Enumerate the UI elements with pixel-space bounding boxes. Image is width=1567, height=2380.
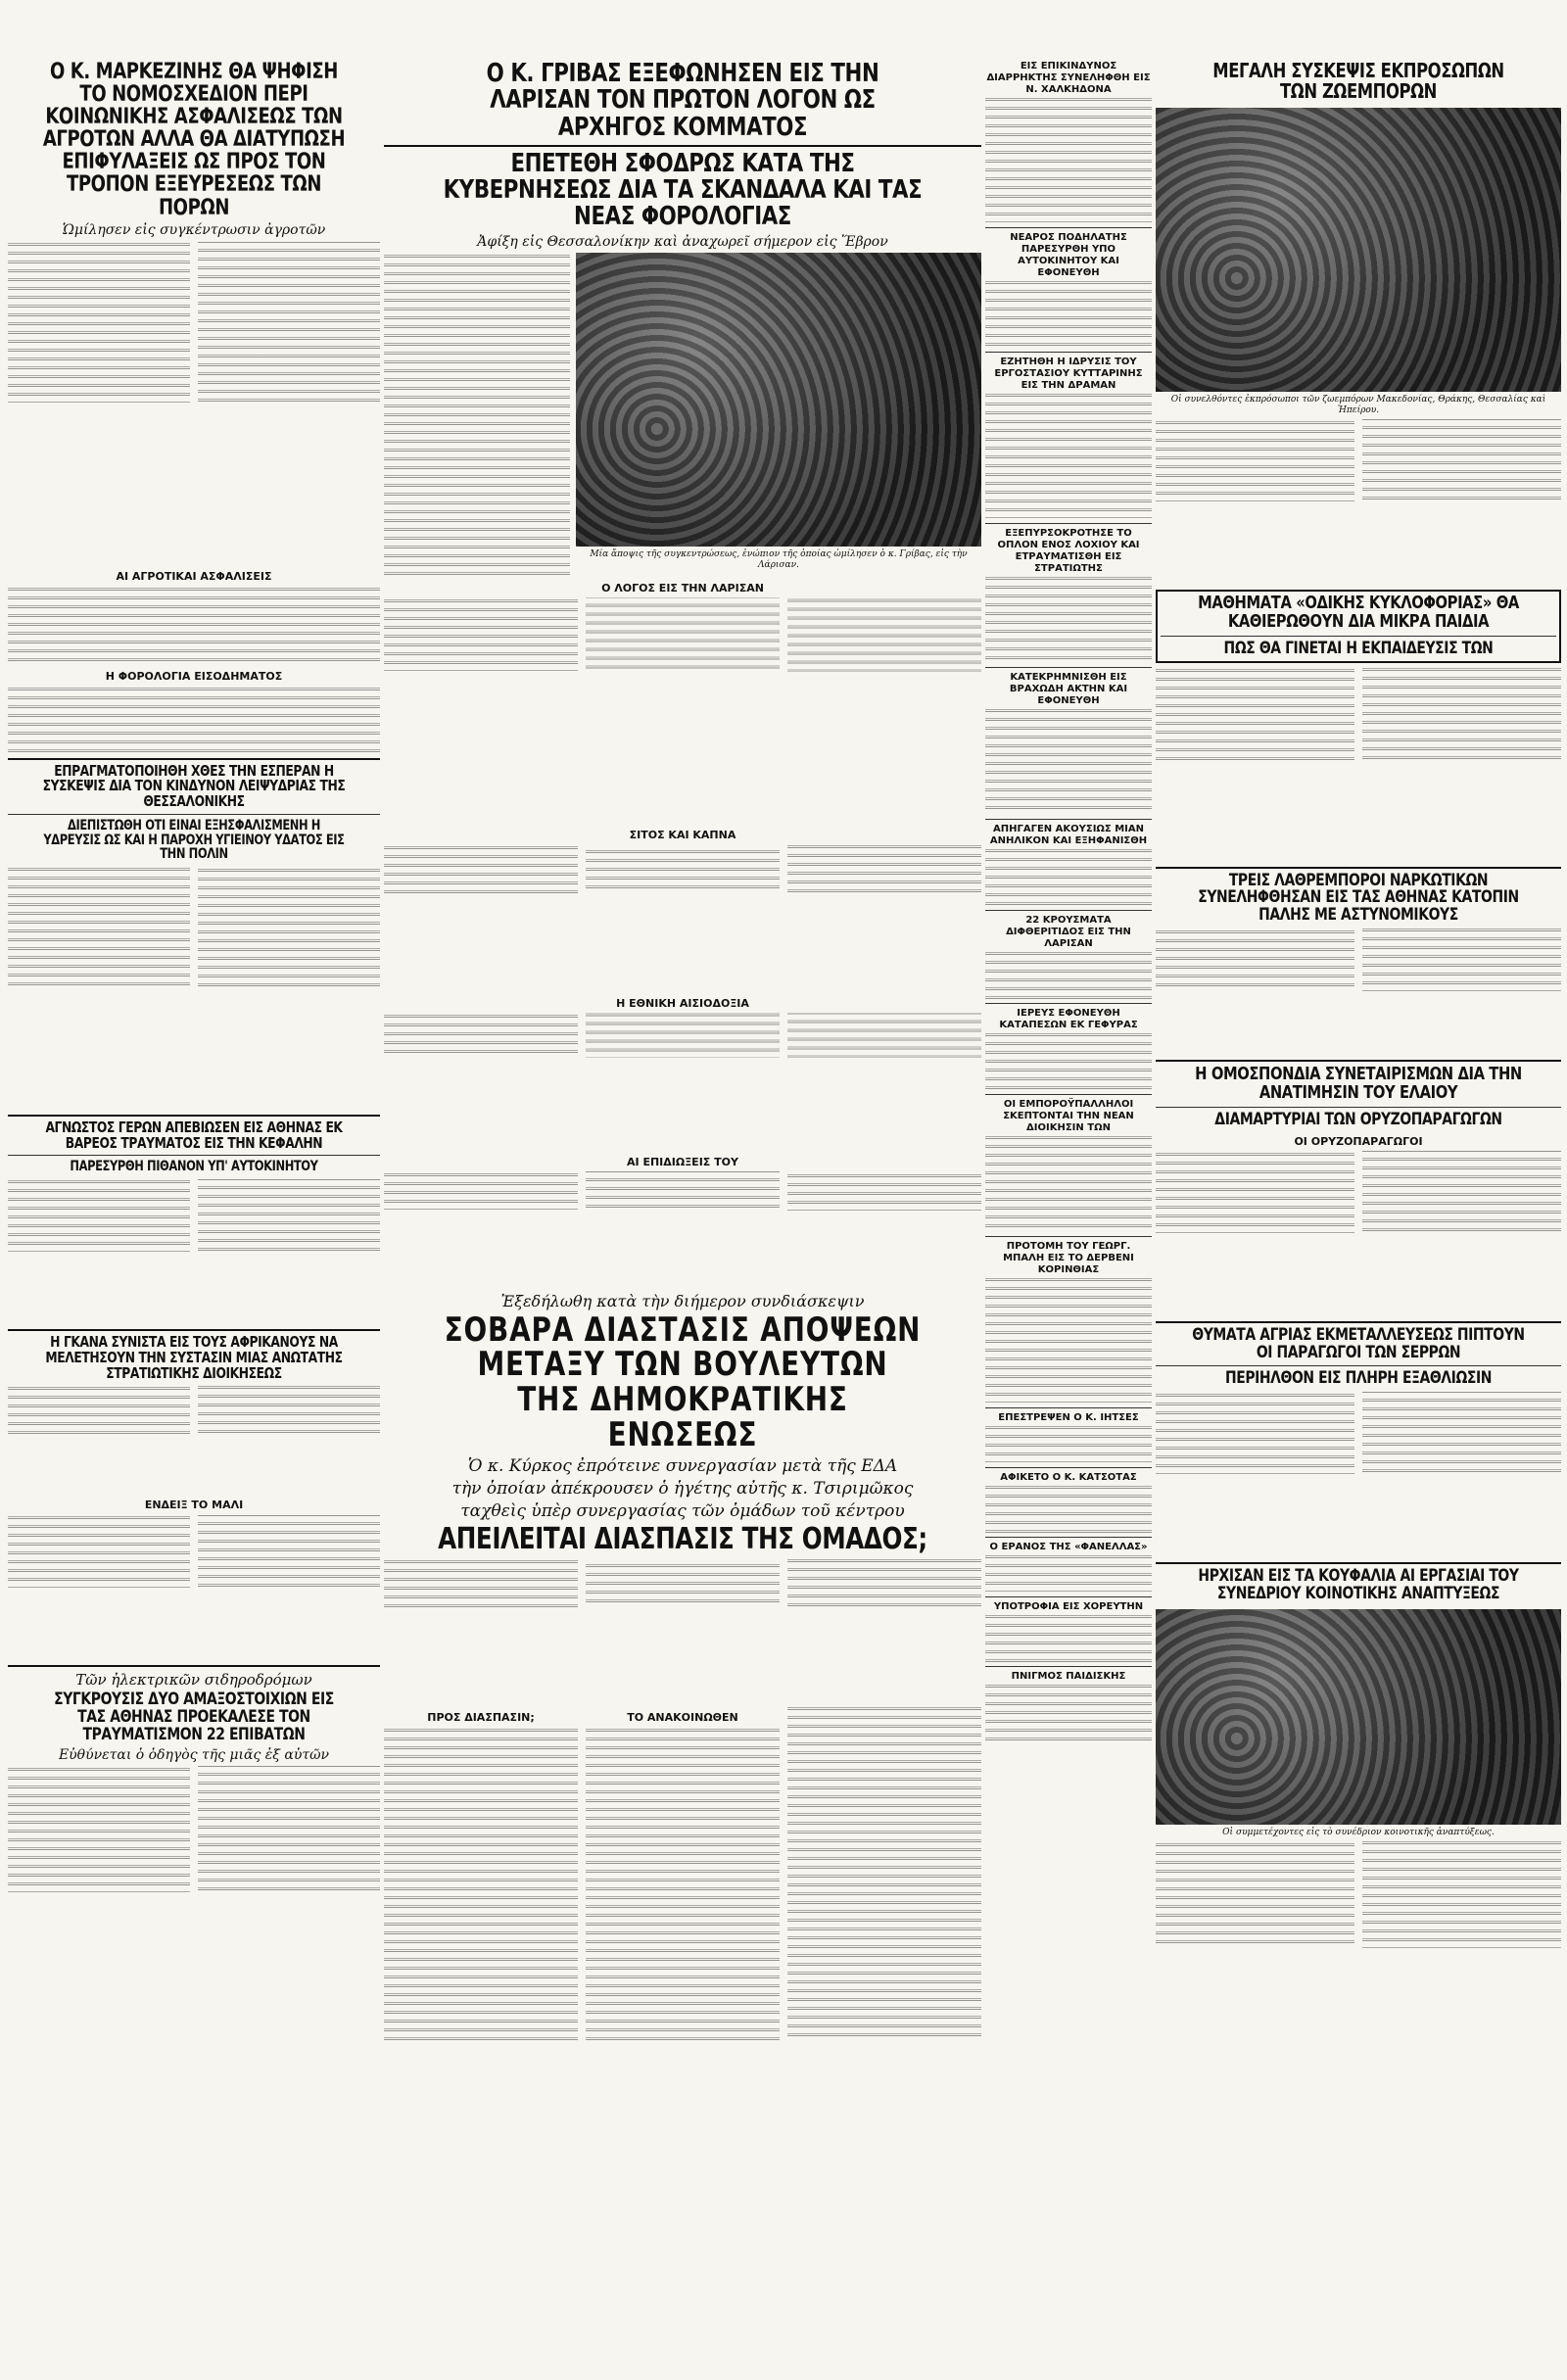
- brief-headline: ΝΕΑΡΟΣ ΠΟΔΗΛΑΤΗΣ ΠΑΡΕΣΥΡΘΗ ΥΠΟ ΑΥΤΟΚΙΝΗΤΟΥ ΚΑΙ ΕΦΟΝΕΥΘΗ: [1010, 232, 1127, 278]
- brief-body: [985, 392, 1152, 519]
- headline-elaiou: Η ΟΜΟΣΠΟΝΔΙΑ ΣΥΝΕΤΑΙΡΙΣΜΩΝ ΔΙΑ ΤΗΝ ΑΝΑΤΙΜΗΣΙΝ ΤΟΥ ΕΛΑΙΟΥ: [1195, 1064, 1522, 1104]
- headline-epetethi: ΕΠΕΤΕΘΗ ΣΦΟΔΡΩΣ ΚΑΤΑ ΤΗΣ ΚΥΒΕΡΝΗΣΕΩΣ ΔΙΑ ΤΑ ΣΚΑΝΔΑΛΑ ΚΑΙ ΤΑΣ ΝΕΑΣ ΦΟΡΟΛΟΓΙΑΣ: [443, 148, 923, 232]
- headline-narkotika: ΤΡΕΙΣ ΛΑΘΡΕΜΠΟΡΟΙ ΝΑΡΚΩΤΙΚΩΝ ΣΥΝΕΛΗΦΘΗΣΑΝ ΕΙΣ ΤΑΣ ΑΘΗΝΑΣ ΚΑΤΟΠΙΝ ΠΑΛΗΣ ΜΕ ΑΣΤΥΝΟΜΙΚΟΥΣ: [1198, 870, 1519, 926]
- brief-headline: ΚΑΤΕΚΡΗΜΝΙΣΘΗ ΕΙΣ ΒΡΑΧΩΔΗ ΑΚΤΗΝ ΚΑΙ ΕΦΟΝΕΥΘΗ: [1009, 672, 1128, 706]
- brief-body: [985, 707, 1152, 815]
- subhead-serron: ΠΕΡΙΗΛΘΟΝ ΕΙΣ ΠΛΗΡΗ ΕΞΑΘΛΙΩΣΙΝ: [1224, 1368, 1493, 1389]
- article-body: [8, 866, 380, 1111]
- subhead-odiki: ΠΩΣ ΘΑ ΓΙΝΕΤΑΙ Η ΕΚΠΑΙΔΕΥΣΙΣ ΤΩΝ: [1223, 638, 1494, 658]
- article-body: [384, 1171, 981, 1289]
- deck-kyrkos: Ὁ κ. Κύρκος ἐπρότεινε συνεργασίαν μετὰ τῆς ΕΔΑ: [467, 1455, 898, 1476]
- subhead-sygkrousis: Εὐθύνεται ὁ ὁδηγὸς τῆς μιᾶς ἐξ αὐτῶν: [58, 1746, 330, 1763]
- article-body: [8, 686, 380, 754]
- headline-dimokratikis: ΤΗΣ ΔΗΜΟΚΡΑΤΙΚΗΣ ΕΝΩΣΕΩΣ: [517, 1380, 848, 1454]
- brief-headline: ΕΞΕΠΥΡΣΟΚΡΟΤΗΣΕ ΤΟ ΟΠΛΟΝ ΕΝΟΣ ΛΟΧΙΟΥ ΚΑΙ ΕΤΡΑΥΜΑΤΙΣΘΗ ΕΙΣ ΣΤΡΑΤΙΩΤΗΣ: [997, 528, 1140, 574]
- headline-leipsydria: ΕΠΡΑΓΜΑΤΟΠΟΙΗΘΗ ΧΘΕΣ ΤΗΝ ΕΣΠΕΡΑΝ Η ΣΥΣΚΕΨΙΣ ΔΙΑ ΤΟΝ ΚΙΝΔΥΝΟΝ ΛΕΙΨΥΔΡΙΑΣ ΤΗΣ ΘΕΣΣΑΛΟΝΙΚΗΣ: [42, 761, 346, 811]
- article-body: [8, 1514, 380, 1661]
- brief-body: [985, 575, 1152, 663]
- brief-headline: ΑΠΗΓΑΓΕΝ ΑΚΟΥΣΙΩΣ ΜΙΑΝ ΑΝΗΛΙΚΟΝ ΚΑΙ ΕΞΗΦΑΝΙΣΘΗ: [989, 824, 1148, 846]
- section-anakoinothen: ΤΟ ΑΝΑΚΟΙΝΩΘΕΝ: [627, 1711, 738, 1725]
- article-body: [384, 844, 981, 991]
- section-oryzo: ΟΙ ΟΡΥΖΟΠΑΡΑΓΩΓΟΙ: [1294, 1134, 1423, 1148]
- brief-body: [985, 1031, 1152, 1090]
- article-body: [1156, 419, 1561, 586]
- article-body: [384, 1558, 981, 1705]
- brief-body: [985, 1484, 1152, 1533]
- brief-headline: ΕΙΣ ΕΠΙΚΙΝΔΥΝΟΣ ΔΙΑΡΡΗΚΤΗΣ ΣΥΝΕΛΗΦΘΗ ΕΙΣ Ν. ΧΑΛΚΗΔΟΝΑ: [986, 61, 1151, 95]
- kicker-diaskepsis: Ἐξεδήλωθη κατὰ τὴν διήμερον συνδιάσκεψιν: [500, 1291, 865, 1310]
- brief-body: [985, 1683, 1152, 1741]
- brief-body: [985, 96, 1152, 223]
- brief-headline: ΟΙ ΕΜΠΟΡΟΫΠΑΛΛΗΛΟΙ ΣΚΕΠΤΟΝΤΑΙ ΤΗΝ ΝΕΑΝ ΔΙΟΙΚΗΣΙΝ ΤΩΝ: [1003, 1099, 1134, 1133]
- brief-headline: ΠΝΙΓΜΟΣ ΠΑΙΔΙΣΚΗΣ: [1011, 1671, 1126, 1682]
- column-briefs: [985, 61, 1152, 2372]
- subhead-grivas: Ἀφίξη εἰς Θεσσαλονίκην καὶ ἀναχωρεῖ σήμερον εἰς Ἕβρον: [477, 233, 888, 250]
- brief-headline: ΙΕΡΕΥΣ ΕΦΟΝΕΥΘΗ ΚΑΤΑΠΕΣΩΝ ΕΚ ΓΕΦΥΡΑΣ: [999, 1008, 1138, 1030]
- brief-headline: ΕΖΗΤΗΘΗ Η ΙΔΡΥΣΙΣ ΤΟΥ ΕΡΓΟΣΤΑΣΙΟΥ ΚΥΤΤΑΡΙΝΗΣ ΕΙΣ ΤΗΝ ΔΡΑΜΑΝ: [994, 357, 1143, 391]
- photo-zoemporoi: [1156, 108, 1561, 392]
- headline-geron: ΑΓΝΩΣΤΟΣ ΓΕΡΩΝ ΑΠΕΒΙΩΣΕΝ ΕΙΣ ΑΘΗΝΑΣ ΕΚ ΒΑΡΕΟΣ ΤΡΑΥΜΑΤΟΣ ΕΙΣ ΤΗΝ ΚΕΦΑΛΗΝ: [45, 1118, 343, 1152]
- photo-rally: [576, 253, 981, 547]
- headline-apeileitai: ΑΠΕΙΛΕΙΤΑΙ ΔΙΑΣΠΑΣΙΣ ΤΗΣ ΟΜΑΔΟΣ;: [438, 1521, 927, 1556]
- caption-zoemporoi: Οἱ συνελθόντες ἐκπρόσωποι τῶν ζωεμπόρων Μακεδονίας, Θράκης, Θεσσαλίας καὶ Ἠπείρου.: [1170, 395, 1546, 415]
- column-right: [1156, 61, 1561, 2372]
- brief-body: [985, 847, 1152, 906]
- section-agrotikai: ΑΙ ΑΓΡΟΤΙΚΑΙ ΑΣΦΑΛΙΣΕΙΣ: [116, 569, 272, 583]
- caption-rally: Μία ἄποψις τῆς συγκεντρώσεως, ἐνώπιον τῆς ὁποίας ὡμίλησεν ὁ κ. Γρίβας, εἰς τὴν Λάρισαν.: [590, 548, 968, 570]
- headline-serron: ΘΥΜΑΤΑ ΑΓΡΙΑΣ ΕΚΜΕΤΑΛΛΕΥΣΕΩΣ ΠΙΠΤΟΥΝ ΟΙ ΠΑΡΑΓΩΓΟΙ ΤΩΝ ΣΕΡΡΩΝ: [1192, 1324, 1525, 1362]
- brief-body: [985, 1613, 1152, 1662]
- brief-body: [985, 279, 1152, 348]
- article-body: [384, 1013, 981, 1150]
- section-forologia: Η ΦΟΡΟΛΟΓΙΑ ΕΙΣΟΔΗΜΑΤΟΣ: [105, 669, 283, 683]
- headline-markezinis: Ο Κ. ΜΑΡΚΕΖΙΝΗΣ ΘΑ ΨΗΦΙΣΗ ΤΟ ΝΟΜΟΣΧΕΔΙΟΝ ΠΕΡΙ ΚΟΙΝΩΝΙΚΗΣ ΑΣΦΑΛΙΣΕΩΣ ΤΩΝ ΑΓΡΟΤΩΝ ΑΛΛΑ ΘΑ ΔΙΑΤΥΠΩΣΗ ΕΠΙΦΥΛΑΞΕΙΣ ΩΣ ΠΡΟΣ ΤΟΝ ΤΡΟΠΟΝ ΕΞΕΥΡΕΣΕΩΣ ΤΩΝ ΠΟΡΩΝ: [42, 61, 346, 220]
- brief-headline: ΕΠΕΣΤΡΕΨΕΝ Ο Κ. ΙΗΤΣΕΣ: [998, 1412, 1139, 1423]
- headline-metaxy: ΜΕΤΑΞΥ ΤΩΝ ΒΟΥΛΕΥΤΩΝ: [477, 1345, 888, 1385]
- caption-synedrio: Οἱ συμμετέχοντες εἰς τὸ συνέδριον κοινοτικῆς ἀναπτύξεως.: [1222, 1828, 1495, 1837]
- article-body: [1156, 1841, 1561, 2057]
- photo-synedrio: [1156, 1609, 1561, 1825]
- section-mali: ΕΝΔΕΙΞ ΤΟ ΜΑΛΙ: [144, 1499, 244, 1512]
- article-body: [1156, 1151, 1561, 1317]
- subhead-markezinis: Ὡμίλησεν εἰς συγκέντρωσιν ἀγροτῶν: [62, 221, 326, 238]
- article-body: [8, 1178, 380, 1325]
- section-epidioxeis: ΑΙ ΕΠΙΔΙΩΞΕΙΣ ΤΟΥ: [627, 1155, 738, 1168]
- section-aisiodoxia: Η ΕΘΝΙΚΗ ΑΙΣΙΟΔΟΞΙΑ: [616, 996, 749, 1010]
- subhead-oryzo: ΔΙΑΜΑΡΤΥΡΙΑΙ ΤΩΝ ΟΡΥΖΟΠΑΡΑΓΩΓΩΝ: [1214, 1109, 1502, 1129]
- article-body: [787, 1705, 981, 2038]
- article-body: [384, 597, 981, 823]
- brief-headline: ΥΠΟΤΡΟΦΙΑ ΕΙΣ ΧΟΡΕΥΤΗΝ: [993, 1601, 1144, 1612]
- brief-body: [985, 1276, 1152, 1404]
- brief-body: [985, 1134, 1152, 1232]
- article-body: [384, 253, 570, 576]
- brief-headline: Ο ΕΡΑΝΟΣ ΤΗΣ «ΦΑΝΕΛΛΑΣ»: [989, 1542, 1148, 1552]
- brief-headline: ΑΦΙΚΕΤΟ Ο Κ. ΚΑΤΣΟΤΑΣ: [1000, 1472, 1137, 1483]
- subhead-geron: ΠΑΡΕΣΥΡΘΗ ΠΙΘΑΝΟΝ ΥΠ' ΑΥΤΟΚΙΝΗΤΟΥ: [70, 1159, 318, 1175]
- brief-body: [985, 1553, 1152, 1593]
- brief-headline: 22 ΚΡΟΥΣΜΑΤΑ ΔΙΦΘΕΡΙΤΙΔΟΣ ΕΙΣ ΤΗΝ ΛΑΡΙΣΑΝ: [1006, 915, 1131, 949]
- box-odiki: [1156, 590, 1561, 663]
- deck-tsirimokos: τὴν ὁποίαν ἀπέκρουσεν ὁ ἡγέτης αὐτῆς κ. Τσιριμῶκος: [451, 1478, 914, 1499]
- article-body: [8, 1766, 380, 2021]
- article-body: [1156, 1392, 1561, 1558]
- brief-body: [985, 950, 1152, 999]
- article-body: [8, 1385, 380, 1493]
- headline-grivas: Ο Κ. ΓΡΙΒΑΣ ΕΞΕΦΩΝΗΣΕΝ ΕΙΣ ΤΗΝ ΛΑΡΙΣΑΝ ΤΟΝ ΠΡΩΤΟΝ ΛΟΓΟΝ ΩΣ ΑΡΧΗΓΟΣ ΚΟΜΜΑΤΟΣ: [486, 61, 879, 142]
- article-body: [1156, 928, 1561, 1056]
- brief-headline: ΠΡΟΤΟΜΗ ΤΟΥ ΓΕΩΡΓ. ΜΠΑΛΗ ΕΙΣ ΤΟ ΔΕΡΒΕΝΙ ΚΟΡΙΝΘΙΑΣ: [1003, 1241, 1134, 1275]
- column-center: [384, 61, 981, 2372]
- section-logos: Ο ΛΟΓΟΣ ΕΙΣ ΤΗΝ ΛΑΡΙΣΑΝ: [601, 581, 764, 595]
- deck-kentrou: ταχθεὶς ὑπὲρ συνεργασίας τῶν ὁμάδων τοῦ κέντρου: [460, 1500, 905, 1521]
- headline-odiki: ΜΑΘΗΜΑΤΑ «ΟΔΙΚΗΣ ΚΥΚΛΟΦΟΡΙΑΣ» ΘΑ ΚΑΘΙΕΡΩΘΟΥΝ ΔΙΑ ΜΙΚΡΑ ΠΑΙΔΙΑ: [1198, 593, 1519, 632]
- column-left: [8, 61, 380, 2372]
- article-body: [1156, 667, 1561, 863]
- headline-sygkrousis: ΣΥΓΚΡΟΥΣΙΣ ΔΥΟ ΑΜΑΞΟΣΤΟΙΧΙΩΝ ΕΙΣ ΤΑΣ ΑΘΗΝΑΣ ΠΡΟΕΚΑΛΕΣΕ ΤΟΝ ΤΡΑΥΜΑΤΙΣΜΟΝ 22 ΕΠΙΒΑΤΩΝ: [54, 1690, 334, 1745]
- kicker-rail: Τῶν ἠλεκτρικῶν σιδηροδρόμων: [75, 1671, 312, 1690]
- headline-zoemporoi: ΜΕΓΑΛΗ ΣΥΣΚΕΨΙΣ ΕΚΠΡΟΣΩΠΩΝ ΤΩΝ ΖΩΕΜΠΟΡΩΝ: [1212, 61, 1504, 103]
- headline-sovara: ΣΟΒΑΡΑ ΔΙΑΣΤΑΣΙΣ ΑΠΟΨΕΩΝ: [444, 1309, 922, 1350]
- article-body: [586, 1727, 780, 2040]
- headline-koufalia: ΗΡΧΙΣΑΝ ΕΙΣ ΤΑ ΚΟΥΦΑΛΙΑ ΑΙ ΕΡΓΑΣΙΑΙ ΤΟΥ ΣΥΝΕΔΡΙΟΥ ΚΟΙΝΟΤΙΚΗΣ ΑΝΑΠΤΥΞΕΩΣ: [1198, 1566, 1519, 1604]
- brief-body: [985, 1424, 1152, 1463]
- article-body: [8, 241, 380, 564]
- article-body: [8, 586, 380, 664]
- section-diaspasin: ΠΡΟΣ ΔΙΑΣΠΑΣΙΝ;: [427, 1711, 535, 1725]
- article-body: [384, 1727, 578, 2040]
- headline-gkana: Η ΓΚΑΝΑ ΣΥΝΙΣΤΑ ΕΙΣ ΤΟΥΣ ΑΦΡΙΚΑΝΟΥΣ ΝΑ ΜΕΛΕΤΗΣΟΥΝ ΤΗΝ ΣΥΣΤΑΣΙΝ ΜΙΑΣ ΑΝΩΤΑΤΗΣ ΣΤΡΑΤΙΩΤΙΚΗΣ ΔΙΟΙΚΗΣΕΩΣ: [45, 1333, 343, 1382]
- headline-ydreusis: ΔΙΕΠΙΣΤΩΘΗ ΟΤΙ ΕΙΝΑΙ ΕΞΗΣΦΑΛΙΣΜΕΝΗ Η ΥΔΡΕΥΣΙΣ ΩΣ ΚΑΙ Η ΠΑΡΟΧΗ ΥΓΙΕΙΝΟΥ ΥΔΑΤΟΣ ΕΙΣ ΤΗΝ ΠΟΛΙΝ: [43, 817, 345, 863]
- section-sitos: ΣΙΤΟΣ ΚΑΙ ΚΑΠΝΑ: [629, 828, 736, 841]
